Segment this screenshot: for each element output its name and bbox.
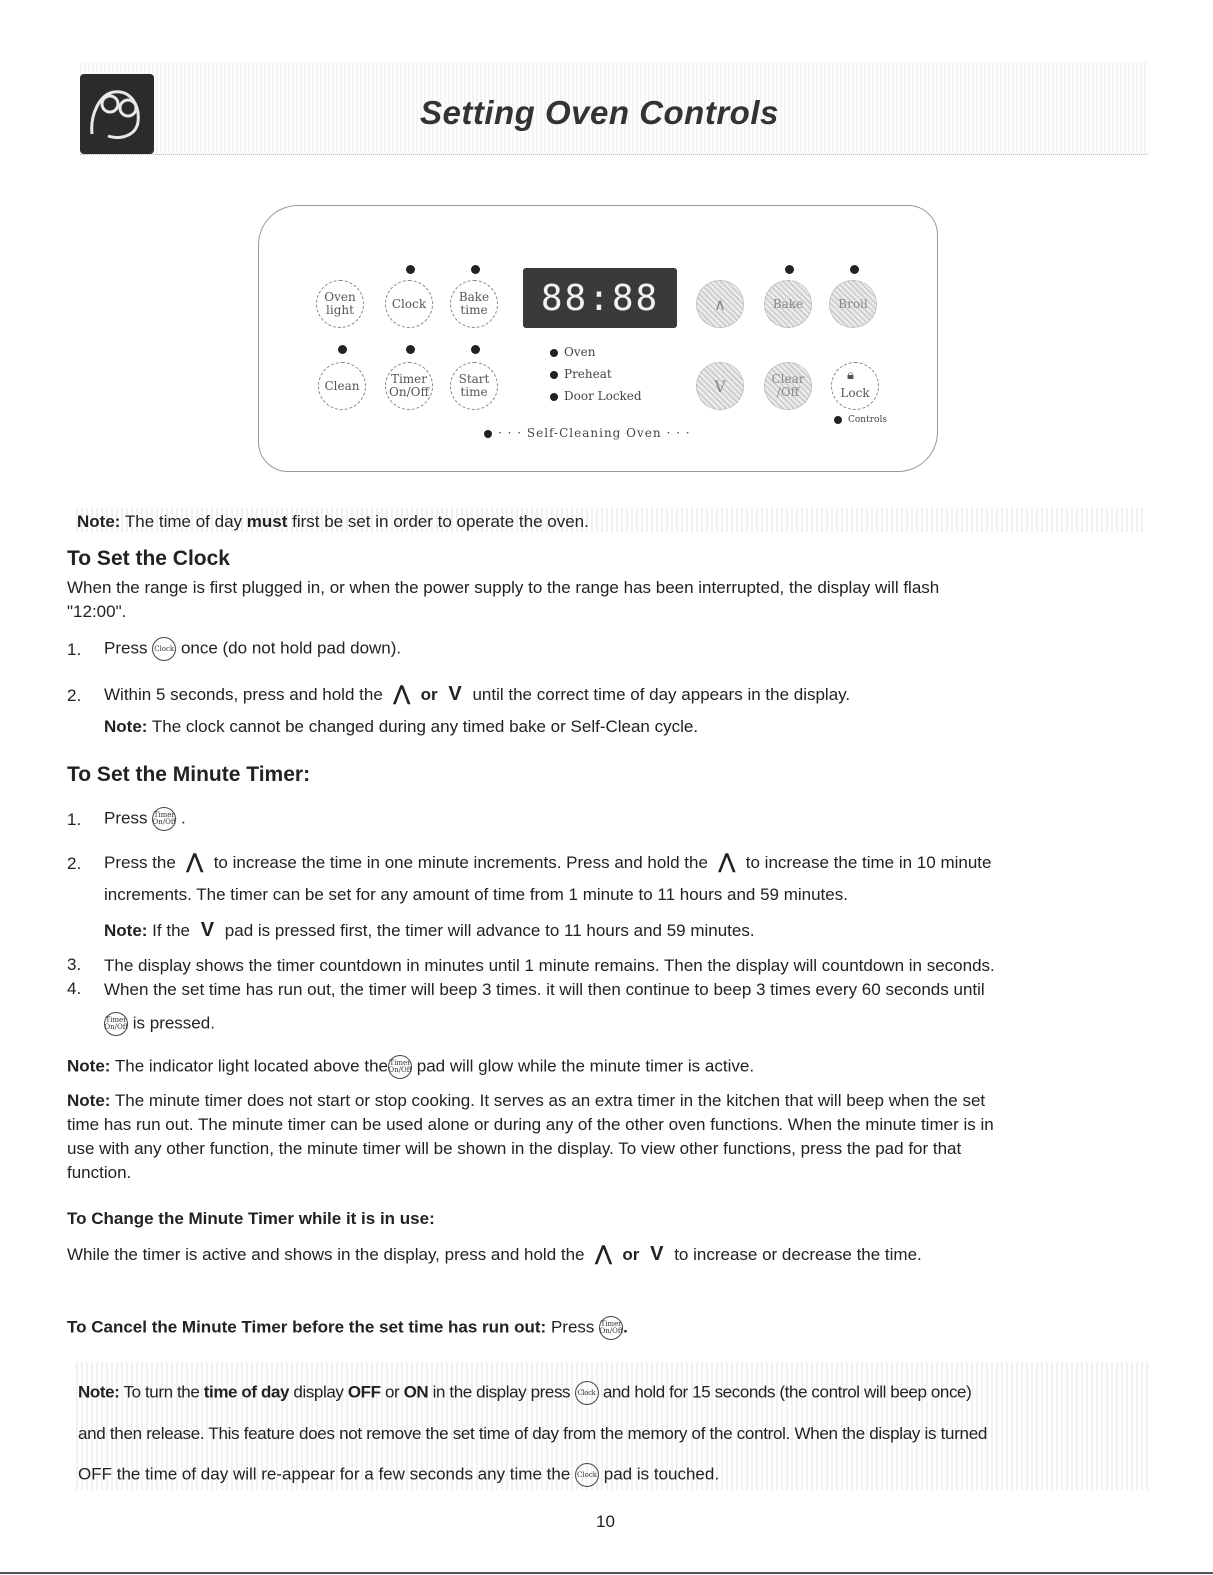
page-title: Setting Oven Controls xyxy=(420,94,779,131)
page-number: 10 xyxy=(596,1512,615,1531)
timer-step-1: Press Timer On/Off . xyxy=(104,807,186,831)
oven-light-pad[interactable]: Oven light xyxy=(316,280,364,328)
timer-step-3: The display shows the timer countdown in minutes until 1 minute remains. Then the display will countdown in seconds. xyxy=(104,956,995,975)
timer-pad-icon: Timer On/Off xyxy=(104,1012,128,1036)
clock-pad-icon: Clock xyxy=(575,1381,599,1405)
timer-note-extra: Note: The minute timer does not start or stop cooking. It serves as an extra timer in the kitchen that will beep when the set xyxy=(67,1091,986,1110)
clean-pad[interactable]: Clean xyxy=(318,362,366,410)
indicator-dot xyxy=(406,265,415,274)
broil-pad[interactable]: Broil xyxy=(829,280,877,328)
timer-step-2: Press the ⋀ to increase the time in one minute increments. Press and hold the ⋀ to increase the time in 10 minute xyxy=(104,851,992,873)
timer-note-extra-2: time has run out. The minute timer can be used alone or during any of the other oven functions. When the minute timer is in xyxy=(67,1115,994,1134)
down-arrow-icon: V xyxy=(200,919,215,941)
clock-step-2: Within 5 seconds, press and hold the ⋀ or V until the correct time of day appears in the display. xyxy=(104,683,851,705)
step-number: 2. xyxy=(67,854,82,873)
step-number: 2. xyxy=(67,686,82,705)
clock-pad-icon: Clock xyxy=(152,637,176,661)
change-timer-text: While the timer is active and shows in the display, press and hold the ⋀ or V to increase or decrease the time. xyxy=(67,1243,922,1265)
timer-pad-icon: Timer On/Off xyxy=(388,1055,412,1079)
display-toggle-note-2: and then release. This feature does not remove the set time of day from the memory of the control. When the display is turned xyxy=(78,1424,988,1443)
note-time-required: Note: The time of day must first be set in order to operate the oven. xyxy=(77,512,589,531)
step-number: 1. xyxy=(67,640,82,659)
oven-manual-icon xyxy=(80,74,154,154)
timer-on-off-pad[interactable]: Timer On/Off xyxy=(385,362,433,410)
clock-note: Note: The clock cannot be changed during any timed bake or Self-Clean cycle. xyxy=(104,717,699,736)
page-bottom-rule xyxy=(0,1572,1213,1574)
clock-pad[interactable]: Clock xyxy=(385,280,433,328)
indicator-dot xyxy=(471,345,480,354)
door-locked-indicator: Door Locked xyxy=(550,389,642,403)
oven-indicator: Oven xyxy=(550,345,595,359)
down-arrow-icon: V xyxy=(650,1243,664,1265)
timer-pad-icon: Timer On/Off xyxy=(599,1316,623,1340)
timer-step-2-note: Note: If the V pad is pressed first, the timer will advance to 11 hours and 59 minutes. xyxy=(104,919,755,941)
indicator-dot xyxy=(471,265,480,274)
timer-pad-icon: Timer On/Off xyxy=(152,807,176,831)
display-toggle-note-3: OFF the time of day will re-appear for a few seconds any time the Clock pad is touched. xyxy=(78,1463,719,1487)
step-number: 3. xyxy=(67,955,82,974)
step-number: 1. xyxy=(67,810,82,829)
clock-step-1: Press Clock once (do not hold pad down). xyxy=(104,637,401,661)
lock-pad[interactable] xyxy=(831,362,879,410)
down-arrow-pad[interactable]: V xyxy=(696,362,744,410)
change-timer-heading: To Change the Minute Timer while it is in use: xyxy=(67,1209,435,1228)
timer-step-2-line2: increments. The timer can be set for any amount of time from 1 minute to 11 hours and 59 minutes. xyxy=(104,885,848,904)
indicator-dot xyxy=(850,265,859,274)
timer-step-4: When the set time has run out, the timer will beep 3 times. it will then continue to beep 3 times every 60 seconds until xyxy=(104,980,985,999)
padlock-icon: 🔒︎ xyxy=(847,367,854,382)
clock-heading: To Set the Clock xyxy=(67,547,230,570)
up-arrow-icon: ⋀ xyxy=(595,1243,612,1265)
up-arrow-icon: ⋀ xyxy=(393,683,410,705)
self-cleaning-label: · · · Self-Cleaning Oven · · · xyxy=(484,426,691,440)
display-toggle-note: Note: To turn the time of day display OFF or ON in the display press Clock and hold for 15 seconds (the control will beep once) xyxy=(78,1381,971,1405)
up-arrow-icon: ⋀ xyxy=(718,851,736,873)
clock-display: 88:88 xyxy=(523,268,677,328)
timer-step-4-line2: Timer On/Off is pressed. xyxy=(104,1012,215,1036)
timer-note-extra-4: function. xyxy=(67,1163,132,1182)
cancel-timer-heading: To Cancel the Minute Timer before the set time has run out: Press Timer On/Off. xyxy=(67,1316,628,1340)
lock-label: Lock xyxy=(840,385,870,400)
lock-controls-label: Controls xyxy=(834,415,887,425)
clear-off-pad[interactable]: Clear /Off xyxy=(764,362,812,410)
up-arrow-pad[interactable]: ∧ xyxy=(696,280,744,328)
clock-intro-1: When the range is first plugged in, or when the power supply to the range has been interrupted, the display will flash xyxy=(67,578,940,597)
down-arrow-icon: V xyxy=(448,683,462,705)
step-number: 4. xyxy=(67,979,82,998)
clock-pad-icon: Clock xyxy=(575,1463,599,1487)
indicator-dot xyxy=(338,345,347,354)
bake-pad[interactable]: Bake xyxy=(764,280,812,328)
up-arrow-icon: ⋀ xyxy=(186,851,203,873)
start-time-pad[interactable]: Start time xyxy=(450,362,498,410)
indicator-dot xyxy=(785,265,794,274)
timer-note-indicator: Note: The indicator light located above theTimer On/Off pad will glow while the minute timer is active. xyxy=(67,1055,754,1079)
indicator-dot xyxy=(406,345,415,354)
timer-note-extra-3: use with any other function, the minute timer will be shown in the display. To view other functions, press the pad for that xyxy=(67,1139,962,1158)
clock-intro-2: "12:00". xyxy=(67,602,127,621)
preheat-indicator: Preheat xyxy=(550,367,612,381)
bake-time-pad[interactable]: Bake time xyxy=(450,280,498,328)
timer-heading: To Set the Minute Timer: xyxy=(67,763,311,786)
